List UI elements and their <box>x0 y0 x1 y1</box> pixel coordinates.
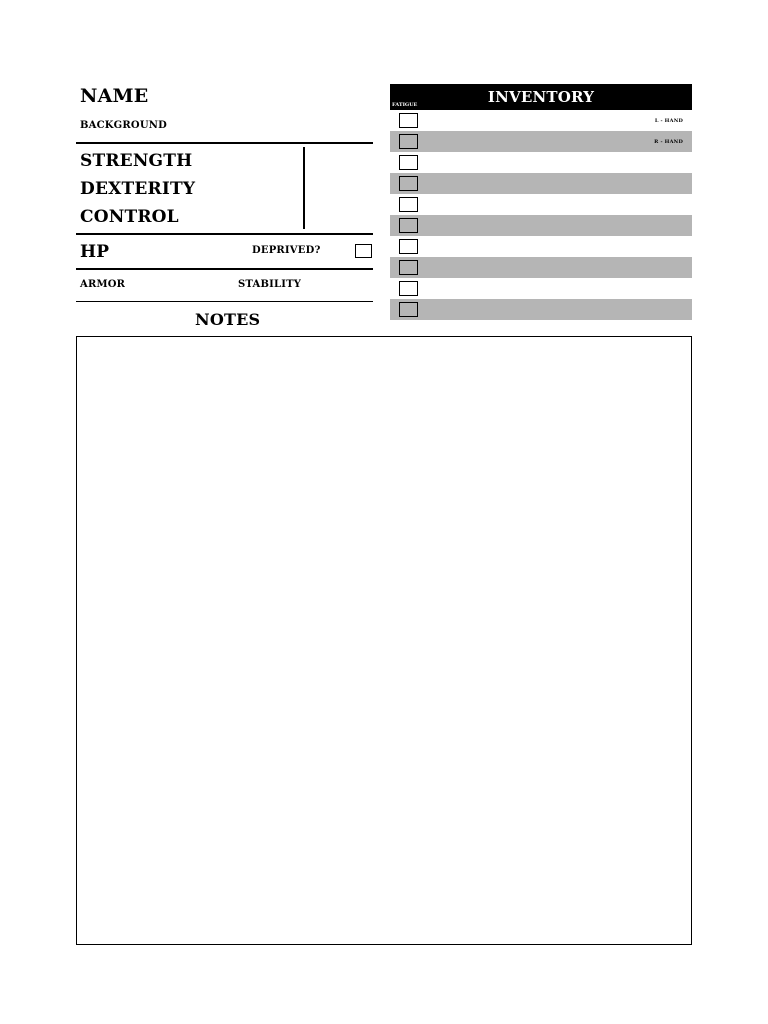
inventory-slot-6[interactable] <box>390 215 692 236</box>
fatigue-checkbox[interactable] <box>399 239 418 254</box>
deprived-label: DEPRIVED? <box>252 245 321 256</box>
deprived-checkbox[interactable] <box>355 244 372 258</box>
inventory-slot-7[interactable] <box>390 236 692 257</box>
inventory-slot-1[interactable] <box>390 110 692 131</box>
inventory-slot-5[interactable] <box>390 194 692 215</box>
fatigue-checkbox[interactable] <box>399 134 418 149</box>
notes-label: NOTES <box>195 310 261 329</box>
inventory-slot-3[interactable] <box>390 152 692 173</box>
inventory-title: INVENTORY <box>487 88 595 106</box>
inventory-slot-8[interactable] <box>390 257 692 278</box>
inventory-slot-10[interactable] <box>390 299 692 320</box>
stats-divider <box>303 147 305 229</box>
inventory-slot-9[interactable] <box>390 278 692 299</box>
inventory-slot-2[interactable] <box>390 131 692 152</box>
dexterity-label: DEXTERITY <box>80 179 196 199</box>
stability-label: STABILITY <box>238 279 302 290</box>
inventory-slot-4[interactable] <box>390 173 692 194</box>
background-label: BACKGROUND <box>80 120 167 131</box>
fatigue-checkbox[interactable] <box>399 218 418 233</box>
notes-area[interactable] <box>76 336 692 945</box>
divider-stats-bottom <box>76 233 373 235</box>
control-label: CONTROL <box>80 207 179 227</box>
fatigue-checkbox[interactable] <box>399 113 418 128</box>
fatigue-checkbox[interactable] <box>399 176 418 191</box>
fatigue-checkbox[interactable] <box>399 302 418 317</box>
fatigue-checkbox[interactable] <box>399 260 418 275</box>
fatigue-checkbox[interactable] <box>399 155 418 170</box>
divider-hp-bottom <box>76 268 373 270</box>
fatigue-checkbox[interactable] <box>399 281 418 296</box>
divider-armor-bottom <box>76 301 373 302</box>
hp-label: HP <box>80 242 110 262</box>
divider-top <box>76 142 373 144</box>
strength-label: STRENGTH <box>80 151 193 171</box>
fatigue-checkbox[interactable] <box>399 197 418 212</box>
right-hand-label: R - HAND <box>654 139 683 145</box>
left-hand-label: L - HAND <box>654 118 683 124</box>
inventory-header <box>390 84 692 110</box>
armor-label: ARMOR <box>80 279 126 290</box>
name-label: NAME <box>80 85 149 107</box>
fatigue-label: FATIGUE <box>392 102 418 108</box>
